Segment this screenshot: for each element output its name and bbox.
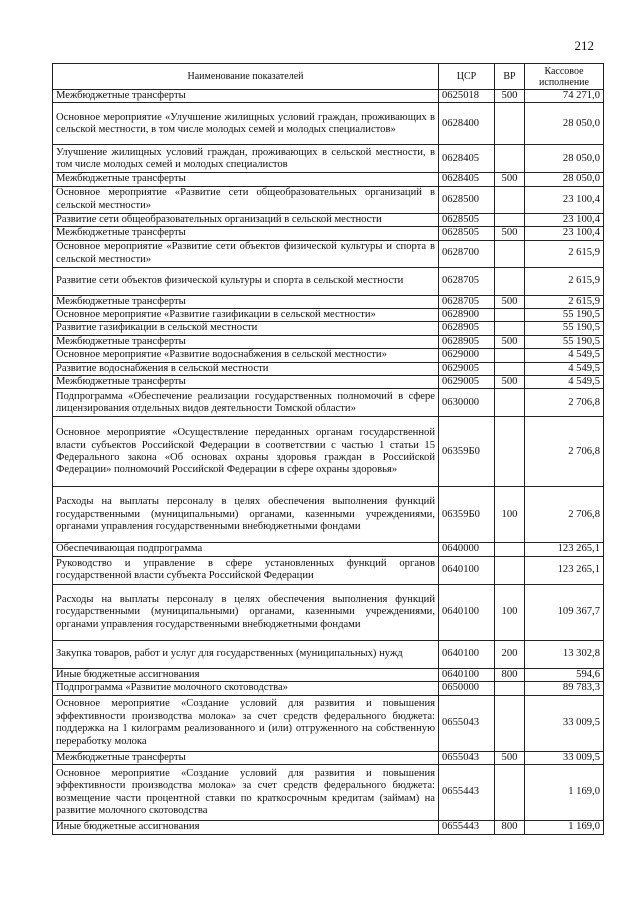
table-cell-vr: 500: [495, 376, 525, 389]
table-body: [53, 90, 604, 835]
table-cell-name: Закупка товаров, работ и услуг для государственных (муниципальных) нужд: [53, 640, 439, 668]
table-cell-csr: 0628400: [439, 103, 495, 145]
table-cell-csr: 0629000: [439, 349, 495, 362]
table-cell-amount: 594,6: [525, 668, 604, 681]
table-cell-csr: 0629005: [439, 362, 495, 375]
table-cell-vr: [495, 556, 525, 584]
table-cell-vr: [495, 695, 525, 751]
budget-execution-table: [52, 63, 604, 835]
table-cell-csr: 0628505: [439, 227, 495, 240]
table-row: [53, 227, 604, 240]
table-cell-name: Основное мероприятие «Создание условий для развития и повышения эффективности производства молока» за счет средств федерального бюджета: поддержка на 1 килограмм реализованного и (или) отгруженного на собственную переработку молока: [53, 695, 439, 751]
table-cell-amount: 2 615,9: [525, 295, 604, 308]
table-cell-amount: 4 549,5: [525, 376, 604, 389]
table-cell-csr: 0628405: [439, 173, 495, 186]
table-cell-vr: 200: [495, 640, 525, 668]
table-cell-amount: 28 050,0: [525, 173, 604, 186]
table-row: [53, 186, 604, 213]
table-row: [53, 682, 604, 695]
table-row: [53, 213, 604, 226]
table-cell-csr: 0655043: [439, 751, 495, 764]
table-row: [53, 765, 604, 821]
table-cell-name: Иные бюджетные ассигнования: [53, 668, 439, 681]
table-row: [53, 417, 604, 487]
table-cell-vr: [495, 417, 525, 487]
table-cell-amount: 2 706,8: [525, 389, 604, 417]
table-cell-name: Основное мероприятие «Развитие водоснабжения в сельской местности»: [53, 349, 439, 362]
table-cell-csr: 0628705: [439, 295, 495, 308]
table-cell-csr: 0640100: [439, 584, 495, 640]
table-cell-name: Подпрограмма «Обеспечение реализации государственных полномочий в сфере лицензирования отдельных видов деятельности Томской области»: [53, 389, 439, 417]
table-cell-vr: [495, 186, 525, 213]
table-cell-vr: [495, 240, 525, 267]
table-cell-name: Улучшение жилищных условий граждан, проживающих в сельской местности, в том числе молодых семей и молодых специалистов: [53, 145, 439, 173]
table-cell-name: Обеспечивающая подпрограмма: [53, 543, 439, 556]
table-cell-csr: 0628500: [439, 186, 495, 213]
table-cell-csr: 0628905: [439, 335, 495, 348]
table-cell-amount: 28 050,0: [525, 145, 604, 173]
table-row: [53, 349, 604, 362]
table-cell-amount: 55 190,5: [525, 335, 604, 348]
table-cell-amount: 109 367,7: [525, 584, 604, 640]
table-cell-vr: 500: [495, 173, 525, 186]
table-cell-name: Расходы на выплаты персоналу в целях обеспечения выполнения функций государственными (муниципальными) органами, казенными учреждениями, органами управления государственными внебюджетными фондами: [53, 487, 439, 543]
page-number: 212: [574, 38, 594, 53]
table-cell-name: Межбюджетные трансферты: [53, 90, 439, 103]
column-header-vr: ВР: [495, 64, 525, 90]
table-row: [53, 640, 604, 668]
table-row: [53, 389, 604, 417]
table-cell-name: Основное мероприятие «Осуществление переданных органам государственной власти субъектов Российской Федерации в соответствии с частью 1 статьи 15 Федерального закона «Об основах охраны здоровья граждан в Российской Федерации» полномочий Российской Федерации в сфере охраны здоровья»: [53, 417, 439, 487]
table-cell-amount: 55 190,5: [525, 309, 604, 322]
table-cell-csr: 0628700: [439, 240, 495, 267]
table-cell-csr: 0655443: [439, 821, 495, 834]
table-cell-csr: 0629005: [439, 376, 495, 389]
table-cell-vr: 500: [495, 90, 525, 103]
table-cell-name: Межбюджетные трансферты: [53, 173, 439, 186]
table-cell-amount: 4 549,5: [525, 349, 604, 362]
table-cell-vr: [495, 362, 525, 375]
table-cell-amount: 2 615,9: [525, 267, 604, 295]
table-cell-csr: 0628705: [439, 267, 495, 295]
table-cell-name: Развитие газификации в сельской местности: [53, 322, 439, 335]
table-row: [53, 556, 604, 584]
table-cell-amount: 2 615,9: [525, 240, 604, 267]
table-cell-name: Основное мероприятие «Развитие газификации в сельской местности»: [53, 309, 439, 322]
table-cell-amount: 4 549,5: [525, 362, 604, 375]
table-cell-csr: 06359Б0: [439, 417, 495, 487]
table-row: [53, 695, 604, 751]
table-cell-csr: 0655043: [439, 695, 495, 751]
table-row: [53, 322, 604, 335]
table-cell-csr: 0628405: [439, 145, 495, 173]
table-cell-vr: [495, 389, 525, 417]
table-row: [53, 584, 604, 640]
table-cell-name: Межбюджетные трансферты: [53, 751, 439, 764]
table-cell-vr: [495, 213, 525, 226]
table-row: [53, 145, 604, 173]
table-cell-name: Основное мероприятие «Создание условий для развития и повышения эффективности производства молока» за счет средств федерального бюджета: возмещение части процентной ставки по краткосрочным кредитам (займам) на развитие молочного скотоводства: [53, 765, 439, 821]
table-cell-vr: 500: [495, 335, 525, 348]
table-cell-csr: 0628900: [439, 309, 495, 322]
table-cell-vr: 100: [495, 584, 525, 640]
table-row: [53, 295, 604, 308]
table-cell-vr: [495, 682, 525, 695]
table-cell-name: Подпрограмма «Развитие молочного скотоводства»: [53, 682, 439, 695]
table-cell-name: Развитие сети объектов физической культуры и спорта в сельской местности: [53, 267, 439, 295]
table-row: [53, 543, 604, 556]
table-row: [53, 821, 604, 834]
table-cell-amount: 123 265,1: [525, 543, 604, 556]
table-cell-vr: 800: [495, 668, 525, 681]
table-row: [53, 487, 604, 543]
table-cell-csr: 0625018: [439, 90, 495, 103]
table-cell-csr: 0640100: [439, 640, 495, 668]
table-row: [53, 335, 604, 348]
table-cell-amount: 23 100,4: [525, 186, 604, 213]
table-row: [53, 309, 604, 322]
table-cell-amount: 28 050,0: [525, 103, 604, 145]
table-cell-amount: 13 302,8: [525, 640, 604, 668]
table-cell-csr: 0630000: [439, 389, 495, 417]
table-cell-csr: 0640000: [439, 543, 495, 556]
table-row: [53, 267, 604, 295]
table-cell-name: Развитие водоснабжения в сельской местности: [53, 362, 439, 375]
table-cell-csr: 06359Б0: [439, 487, 495, 543]
table-cell-csr: 0640100: [439, 668, 495, 681]
table-cell-amount: 2 706,8: [525, 487, 604, 543]
table-row: [53, 103, 604, 145]
table-row: [53, 376, 604, 389]
table-cell-vr: [495, 267, 525, 295]
table-cell-vr: 800: [495, 821, 525, 834]
table-cell-csr: 0655443: [439, 765, 495, 821]
table-cell-name: Руководство и управление в сфере установленных функций органов государственной власти субъекта Российской Федерации: [53, 556, 439, 584]
table-cell-vr: [495, 543, 525, 556]
table-cell-vr: [495, 103, 525, 145]
table-cell-amount: 33 009,5: [525, 751, 604, 764]
table-cell-amount: 89 783,3: [525, 682, 604, 695]
table-row: [53, 173, 604, 186]
column-header-amount: Кассовое исполнение: [525, 64, 604, 90]
table-cell-name: Межбюджетные трансферты: [53, 295, 439, 308]
column-header-name: Наименование показателей: [53, 64, 439, 90]
table-cell-amount: 23 100,4: [525, 227, 604, 240]
table-cell-amount: 74 271,0: [525, 90, 604, 103]
table-cell-amount: 33 009,5: [525, 695, 604, 751]
table-cell-csr: 0628505: [439, 213, 495, 226]
table-row: [53, 240, 604, 267]
table-row: [53, 362, 604, 375]
table-cell-vr: [495, 349, 525, 362]
table-cell-vr: [495, 145, 525, 173]
table-cell-csr: 0628905: [439, 322, 495, 335]
table-cell-amount: 123 265,1: [525, 556, 604, 584]
table-cell-name: Межбюджетные трансферты: [53, 376, 439, 389]
column-header-csr: ЦСР: [439, 64, 495, 90]
table-cell-vr: 500: [495, 227, 525, 240]
table-cell-amount: 55 190,5: [525, 322, 604, 335]
table-cell-vr: [495, 765, 525, 821]
table-cell-csr: 0650000: [439, 682, 495, 695]
table-cell-name: Основное мероприятие «Развитие сети объектов физической культуры и спорта в сельской местности»: [53, 240, 439, 267]
table-cell-amount: 2 706,8: [525, 417, 604, 487]
table-row: [53, 751, 604, 764]
table-row: [53, 668, 604, 681]
table-cell-csr: 0640100: [439, 556, 495, 584]
table-cell-amount: 23 100,4: [525, 213, 604, 226]
table-cell-vr: 500: [495, 295, 525, 308]
table-cell-amount: 1 169,0: [525, 765, 604, 821]
table-row: [53, 90, 604, 103]
table-cell-vr: [495, 322, 525, 335]
table-cell-vr: 100: [495, 487, 525, 543]
table-cell-name: Развитие сети общеобразовательных организаций в сельской местности: [53, 213, 439, 226]
table-cell-name: Расходы на выплаты персоналу в целях обеспечения выполнения функций государственными (муниципальными) органами, казенными учреждениями, органами управления государственными внебюджетными фондами: [53, 584, 439, 640]
table-cell-name: Межбюджетные трансферты: [53, 335, 439, 348]
table-cell-amount: 1 169,0: [525, 821, 604, 834]
table-cell-name: Межбюджетные трансферты: [53, 227, 439, 240]
table-cell-name: Иные бюджетные ассигнования: [53, 821, 439, 834]
table-cell-name: Основное мероприятие «Улучшение жилищных условий граждан, проживающих в сельской местности, в том числе молодых семей и молодых специалистов»: [53, 103, 439, 145]
table-cell-name: Основное мероприятие «Развитие сети общеобразовательных организаций в сельской местности»: [53, 186, 439, 213]
table-cell-vr: 500: [495, 751, 525, 764]
table-header-row: [53, 64, 604, 90]
table-cell-vr: [495, 309, 525, 322]
